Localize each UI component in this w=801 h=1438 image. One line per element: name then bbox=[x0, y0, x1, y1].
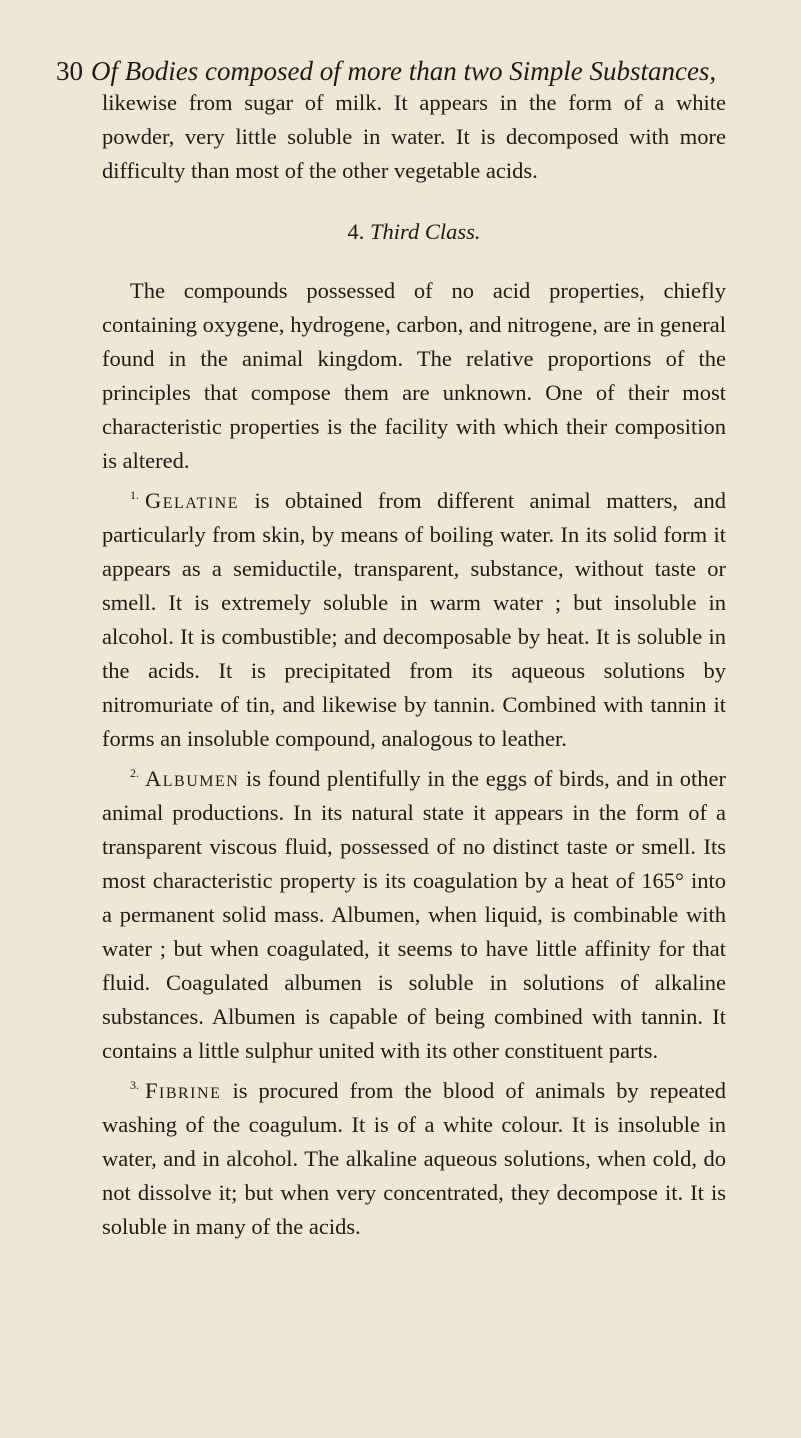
paragraph-gelatine bbox=[102, 478, 726, 756]
term-albumen: Albumen bbox=[145, 766, 240, 791]
gelatine-text: is obtained from different animal matters, and particularly from skin, by means of boiling water. In its solid form it appears as a semiductile, transparent, substance, without taste or smell. It is extremely soluble in warm water ; but insoluble in alcohol. It is combustible; and decomposable by heat. It is soluble in the acids. It is precipitated from its aqueous solutions by nitromuriate of tin, and likewise by tannin. Combined with tannin it forms an insoluble compound, analogous to leather. bbox=[102, 488, 726, 751]
section-number: 4. bbox=[347, 219, 365, 244]
albumen-text: is found plentifully in the eggs of birds, and in other animal productions. In its natural state it appears in the form of a transparent viscous fluid, possessed of no distinct taste or smell. Its most characteristic property is its coagulation by a heat of 165° into a permanent solid mass. Albumen, when liquid, is combinable with water ; but when coagulated, it seems to have little affinity for that fluid. Coagulated albumen is soluble in solutions of alkaline substances. Albumen is capable of being combined with tannin. It contains a little sulphur united with its other constituent parts. bbox=[102, 766, 727, 1063]
item-marker: 3. bbox=[130, 1078, 139, 1092]
page-body bbox=[102, 86, 726, 1244]
section-heading bbox=[102, 216, 726, 248]
fibrine-text: is procured from the blood of animals by repeated washing of the coagulum. It is of a white colour. It is insoluble in water, and in alcohol. The alkaline aqueous solutions, when cold, do not dissolve it; but when very concentrated, they decompose it. It is soluble in many of the acids. bbox=[102, 1078, 727, 1239]
section-title: Third Class. bbox=[370, 219, 481, 244]
running-title: Of Bodies composed of more than two Simple Substances, bbox=[91, 56, 717, 86]
item-marker: 2. bbox=[130, 766, 139, 780]
paragraph-continued: likewise from sugar of milk. It appears in the form of a white powder, very little soluble in water. It is decomposed with more difficulty than most of the other vegetable acids. bbox=[102, 90, 726, 183]
paragraph-intro: The compounds possessed of no acid properties, chiefly containing oxygene, hydrogene, carbon, and nitrogene, are in general found in the animal kingdom. The relative proportions of the principles that compose them are unknown. One of their most characteristic properties is the facility with which their composition is altered. bbox=[102, 278, 726, 473]
paragraph-albumen bbox=[102, 756, 726, 1068]
paragraph-fibrine bbox=[102, 1068, 726, 1244]
term-fibrine: Fibrine bbox=[145, 1078, 222, 1103]
item-marker: 1. bbox=[130, 488, 139, 502]
page-number: 30 bbox=[56, 56, 83, 86]
running-header bbox=[56, 54, 746, 88]
term-gelatine: Gelatine bbox=[145, 488, 240, 513]
